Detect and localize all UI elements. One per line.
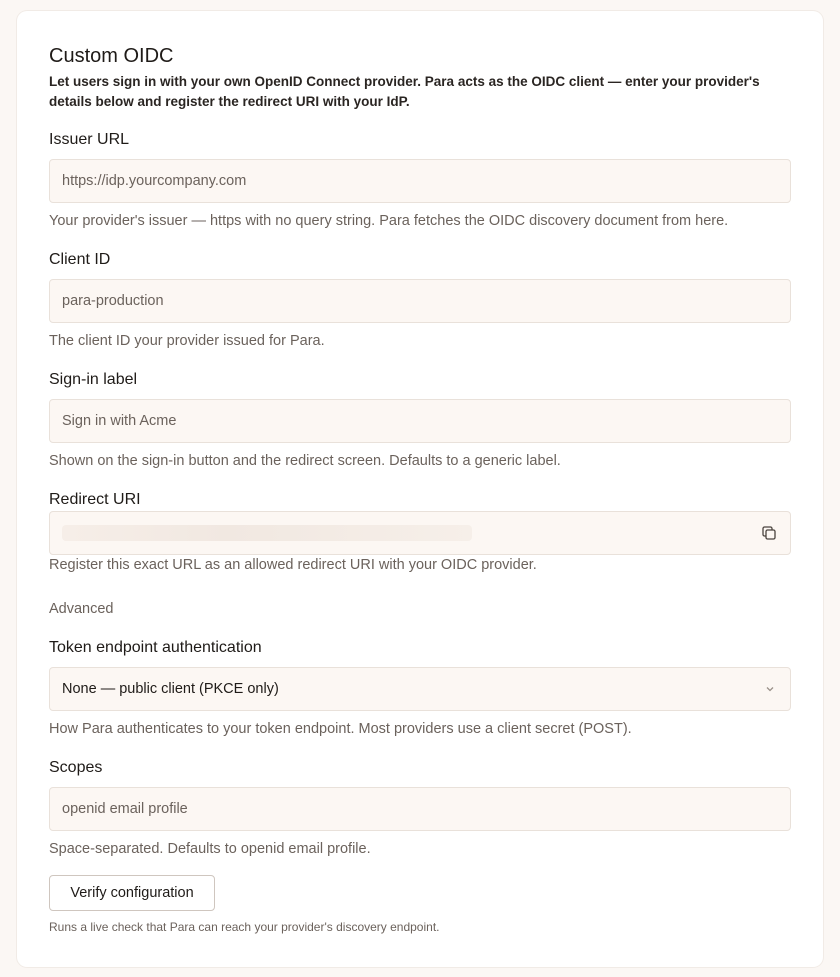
token-auth-help: How Para authenticates to your token endpoint. Most providers use a client secret (POST).	[49, 721, 632, 737]
redirect-uri-label: Redirect URI	[49, 491, 141, 508]
redirect-uri-field	[49, 511, 791, 555]
token-auth-select[interactable]	[49, 667, 791, 711]
sign-in-label-help: Shown on the sign-in button and the redirect screen. Defaults to a generic label.	[49, 453, 561, 469]
token-auth-label: Token endpoint authentication	[49, 639, 262, 656]
sign-in-label-input[interactable]	[49, 399, 791, 443]
advanced-section-heading: Advanced	[49, 601, 114, 617]
page-title: Custom OIDC	[49, 45, 174, 67]
issuer-url-help: Your provider's issuer — https with no query string. Para fetches the OIDC discovery document from here.	[49, 213, 729, 229]
verify-configuration-button[interactable]: Verify configuration	[49, 875, 215, 911]
copy-redirect-uri-button[interactable]	[758, 522, 780, 544]
scopes-input[interactable]	[49, 787, 791, 831]
redirect-uri-value-redacted	[62, 525, 472, 541]
scopes-help: Space-separated. Defaults to openid email profile.	[49, 841, 371, 857]
sign-in-label-label: Sign-in label	[49, 371, 138, 388]
client-id-input[interactable]	[49, 279, 791, 323]
client-id-help: The client ID your provider issued for Para.	[49, 333, 325, 349]
token-auth-selected-value: None — public client (PKCE only)	[62, 681, 279, 697]
verify-help: Runs a live check that Para can reach your provider's discovery endpoint.	[49, 920, 440, 934]
oidc-settings-card	[17, 11, 823, 967]
copy-icon	[761, 525, 777, 541]
issuer-url-label: Issuer URL	[49, 131, 130, 148]
client-id-label: Client ID	[49, 251, 111, 268]
issuer-url-input[interactable]	[49, 159, 791, 203]
chevron-down-icon	[764, 683, 776, 695]
page-description: Let users sign in with your own OpenID Connect provider. Para acts as the OIDC client — enter your provider's details below and register the redirect URI with your IdP.	[49, 74, 760, 109]
redirect-uri-help: Register this exact URL as an allowed redirect URI with your OIDC provider.	[49, 557, 537, 573]
scopes-label: Scopes	[49, 759, 103, 776]
